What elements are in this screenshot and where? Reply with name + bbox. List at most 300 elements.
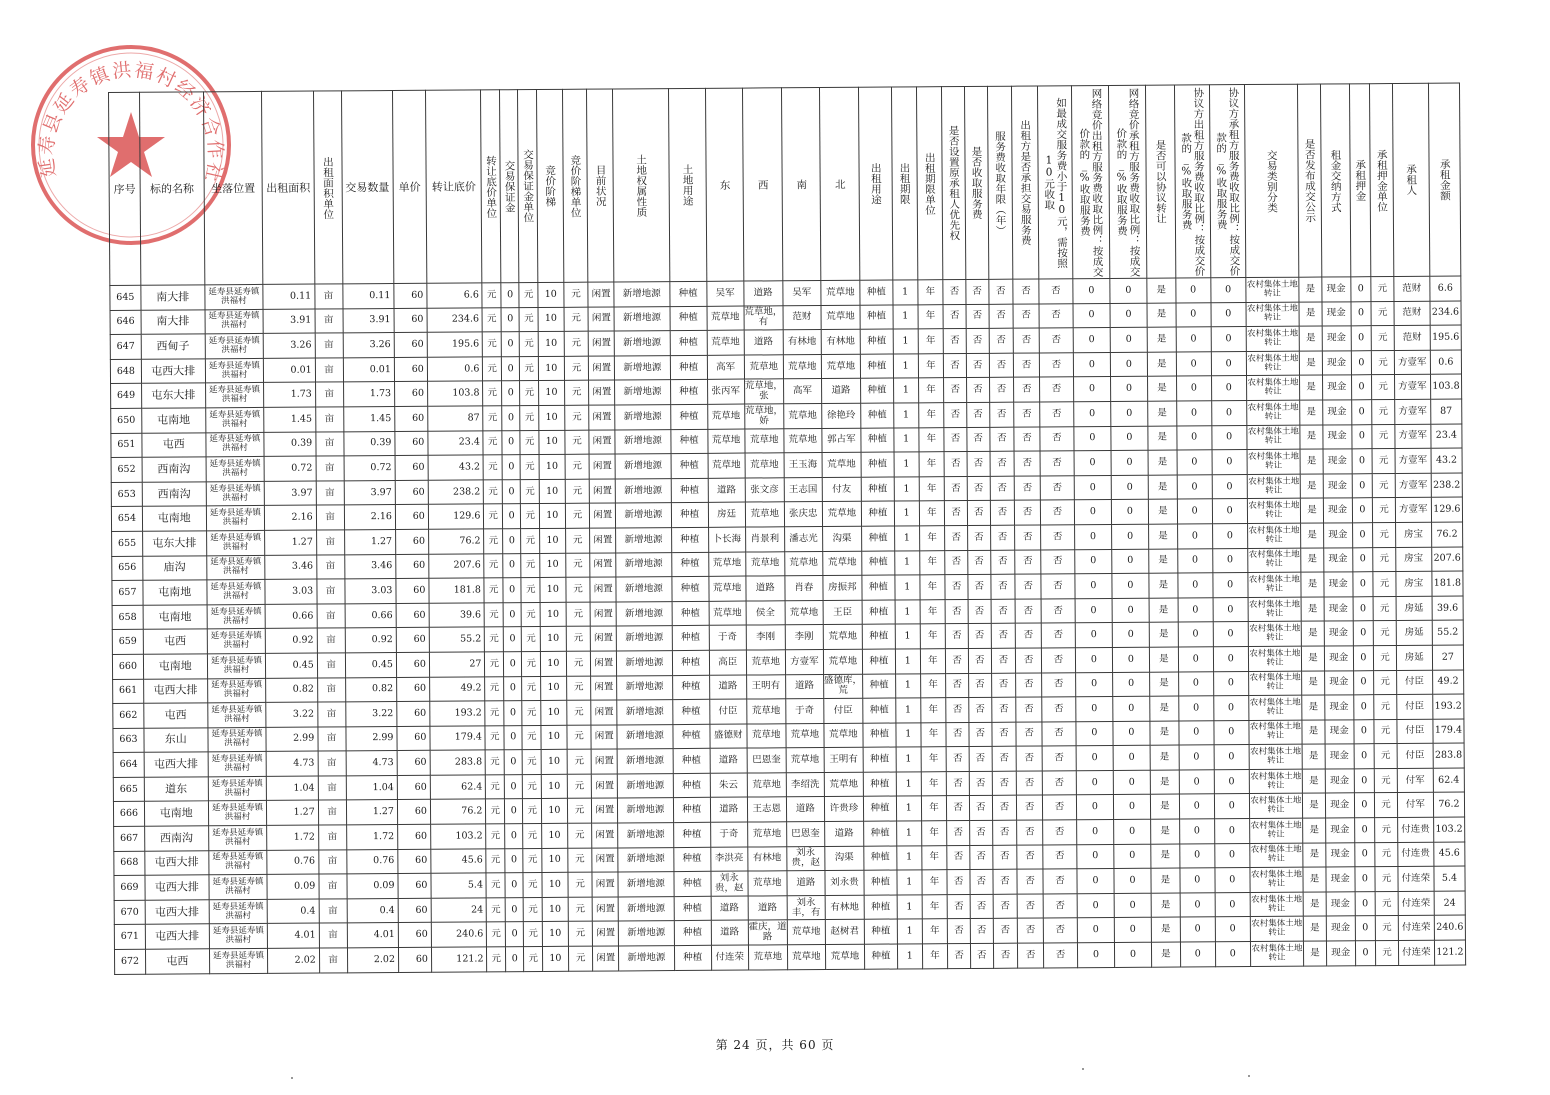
table-cell: 0 — [1350, 277, 1371, 302]
table-cell: 闲置 — [593, 897, 619, 922]
table-cell: 0 — [501, 283, 520, 308]
table-cell: 0 — [1213, 671, 1248, 696]
table-cell: 0 — [505, 873, 524, 898]
table-cell: 否 — [1014, 451, 1040, 476]
table-cell: 方壹军 — [1394, 375, 1430, 400]
table-cell: 0 — [1212, 474, 1247, 499]
table-cell: 否 — [1015, 574, 1041, 599]
table-cell: 0 — [1076, 721, 1113, 746]
table-cell: 1.04 — [346, 775, 398, 800]
table-cell: 亩 — [315, 308, 343, 333]
table-cell: 元 — [485, 652, 504, 677]
table-cell: 60 — [396, 652, 429, 677]
table-cell: 0 — [504, 725, 523, 750]
table-cell: 元 — [483, 406, 502, 431]
table-cell: 60 — [397, 701, 430, 726]
table-cell: 闲置 — [592, 774, 618, 799]
table-cell: 延寿县延寿镇洪福村 — [208, 801, 267, 826]
table-cell: 否 — [989, 353, 1014, 378]
table-cell: 0 — [1212, 425, 1247, 450]
table-cell: 延寿县延寿镇洪福村 — [207, 703, 266, 728]
table-cell: 否 — [946, 722, 969, 747]
table-cell: 年 — [919, 526, 945, 551]
table-cell: 0 — [1076, 770, 1113, 795]
table-cell: 道路 — [824, 821, 863, 846]
table-cell: 荒草地 — [746, 699, 785, 724]
table-cell: 付连荣 — [711, 945, 748, 970]
table-cell: 0 — [1113, 721, 1150, 746]
table-cell: 南大排 — [141, 309, 205, 334]
table-cell: 元 — [484, 578, 503, 603]
table-cell: 0 — [1111, 475, 1148, 500]
table-cell: 0 — [1211, 302, 1246, 327]
table-cell: 193.2 — [1433, 694, 1464, 719]
table-cell: 否 — [944, 402, 967, 427]
table-cell: 0 — [505, 947, 524, 972]
table-cell: 0 — [1113, 672, 1150, 697]
table-cell: 新增地源 — [619, 946, 675, 971]
column-header: 竞价阶梯 — [536, 89, 563, 282]
table-cell: 种植 — [864, 821, 897, 846]
table-cell: 否 — [1041, 574, 1075, 599]
table-cell: 否 — [946, 624, 969, 649]
table-cell: 0 — [502, 504, 521, 529]
table-cell: 2.16 — [265, 505, 317, 530]
table-cell: 3.97 — [344, 480, 396, 505]
table-cell: 181.8 — [1432, 571, 1463, 596]
table-cell: 种植 — [860, 305, 893, 330]
table-cell: 方壹军 — [785, 649, 823, 674]
table-cell: 10 — [540, 602, 566, 627]
table-cell: 0.45 — [345, 652, 397, 677]
column-header: 承租押金单位 — [1370, 84, 1394, 277]
table-cell: 元 — [482, 283, 501, 308]
table-cell: 3.22 — [345, 702, 397, 727]
table-cell: 新增地源 — [615, 503, 671, 528]
table-cell: 87 — [1431, 399, 1462, 424]
table-cell: 否 — [991, 599, 1016, 624]
table-cell: 荒草地，娇 — [744, 404, 783, 429]
table-cell: 有林地 — [748, 846, 787, 871]
table-cell: 0.6 — [427, 357, 483, 382]
table-cell: 元 — [520, 430, 539, 455]
table-cell: 3.03 — [265, 579, 317, 604]
table-cell: 1.04 — [267, 776, 319, 801]
column-header: 协议方出租方服务费收取比例：按成交价款的_%收取服务费 — [1174, 85, 1210, 278]
table-cell: 现金 — [1323, 424, 1352, 449]
table-cell: 是 — [1304, 941, 1327, 966]
table-cell: 种植 — [671, 552, 708, 577]
table-cell: 元 — [483, 455, 502, 480]
table-cell: 农村集体土地转让 — [1246, 277, 1300, 302]
table-cell: 亩 — [315, 407, 343, 432]
table-cell: 0 — [1077, 918, 1114, 943]
table-cell: 24 — [1434, 891, 1465, 916]
table-cell: 是 — [1147, 376, 1176, 401]
table-cell: 否 — [1016, 746, 1042, 771]
table-cell: 0 — [1114, 868, 1151, 893]
table-cell: 否 — [970, 919, 993, 944]
table-cell: 元 — [485, 701, 504, 726]
table-cell: 否 — [1016, 771, 1042, 796]
table-cell: 农村集体土地转让 — [1247, 548, 1301, 573]
table-cell: 1 — [895, 624, 920, 649]
table-cell: 0 — [502, 479, 521, 504]
table-cell: 元 — [567, 799, 592, 824]
table-cell: 0 — [1176, 302, 1211, 327]
table-cell: 60 — [398, 824, 431, 849]
table-cell: 延寿县延寿镇洪福村 — [206, 432, 265, 457]
table-cell: 否 — [992, 746, 1017, 771]
table-cell: 否 — [948, 919, 971, 944]
table-cell: 元 — [523, 799, 542, 824]
table-cell: 种植 — [862, 600, 895, 625]
table-cell: 农村集体土地转让 — [1247, 523, 1301, 548]
table-cell: 荒草地 — [747, 773, 786, 798]
table-cell: 种植 — [674, 945, 711, 970]
table-cell: 60 — [395, 455, 428, 480]
table-cell: 0.66 — [265, 604, 317, 629]
table-cell: 0 — [1110, 352, 1147, 377]
table-cell: 否 — [967, 476, 990, 501]
table-cell: 延寿县延寿镇洪福村 — [207, 580, 266, 605]
table-cell: 0 — [1114, 918, 1151, 943]
table-cell: 49.2 — [1432, 670, 1463, 695]
table-cell: 是 — [1303, 916, 1326, 941]
table-cell: 荒草地 — [708, 429, 745, 454]
table-cell: 否 — [970, 894, 993, 919]
column-header: 东 — [705, 88, 743, 281]
table-cell: 屯西大排 — [144, 752, 208, 777]
table-cell: 0 — [1077, 869, 1114, 894]
table-cell: 延寿县延寿镇洪福村 — [209, 899, 268, 924]
table-cell: 0 — [1353, 695, 1374, 720]
table-cell: 亩 — [315, 284, 343, 309]
table-cell: 659 — [112, 630, 143, 655]
column-header: 协议方承租方服务费收取比例：按成交价款的_%收取服务费 — [1209, 85, 1245, 278]
table-cell: 10 — [539, 454, 565, 479]
table-cell: 否 — [1041, 549, 1075, 574]
table-cell: 3.46 — [344, 554, 396, 579]
table-cell: 否 — [969, 722, 992, 747]
table-cell: 荒草地 — [707, 404, 744, 429]
table-cell: 农村集体土地转让 — [1246, 351, 1300, 376]
table-cell: 否 — [989, 402, 1014, 427]
table-cell: 闲置 — [591, 675, 617, 700]
table-cell: 屯南地 — [142, 506, 206, 531]
table-cell: 种植 — [864, 919, 897, 944]
table-cell: 否 — [1015, 550, 1041, 575]
table-cell: 元 — [484, 504, 503, 529]
column-header: 出租面积单位 — [313, 91, 342, 284]
table-cell: 元 — [567, 749, 592, 774]
table-cell: 76.2 — [1431, 522, 1462, 547]
table-cell: 55.2 — [1432, 620, 1463, 645]
table-cell: 否 — [989, 328, 1014, 353]
table-cell: 是 — [1300, 375, 1323, 400]
table-cell: 0 — [1355, 916, 1376, 941]
table-cell: 元 — [486, 799, 505, 824]
table-cell: 年 — [919, 550, 945, 575]
table-cell: 现金 — [1325, 720, 1354, 745]
table-cell: 荒草地 — [823, 625, 862, 650]
table-cell: 3.91 — [263, 309, 315, 334]
table-cell: 10 — [542, 897, 568, 922]
table-cell: 1 — [895, 550, 920, 575]
table-cell: 0.01 — [264, 358, 316, 383]
table-cell: 种植 — [673, 773, 710, 798]
table-cell: 元 — [1375, 891, 1398, 916]
table-cell: 元 — [1373, 596, 1396, 621]
table-cell: 道路 — [744, 281, 783, 306]
table-cell: 0.4 — [347, 898, 399, 923]
table-cell: 新增地源 — [617, 773, 673, 798]
table-cell: 0 — [1112, 623, 1149, 648]
table-cell: 663 — [113, 728, 144, 753]
table-cell: 否 — [989, 304, 1014, 329]
table-cell: 否 — [1017, 795, 1043, 820]
table-cell: 45.6 — [1434, 842, 1465, 867]
table-cell: 0 — [1351, 400, 1372, 425]
table-cell: 元 — [564, 307, 589, 332]
table-cell: 5.4 — [1434, 866, 1465, 891]
table-cell: 0 — [1180, 942, 1215, 967]
table-cell: 农村集体土地转让 — [1249, 843, 1303, 868]
table-cell: 闲置 — [593, 921, 619, 946]
table-cell: 是 — [1148, 475, 1177, 500]
table-cell: 种植 — [864, 870, 897, 895]
table-cell: 张文彦 — [745, 478, 784, 503]
table-cell: 否 — [1041, 623, 1075, 648]
table-cell: 0 — [1354, 744, 1375, 769]
table-cell: 元 — [523, 750, 542, 775]
table-cell: 0 — [1180, 843, 1215, 868]
table-cell: 62.4 — [430, 775, 486, 800]
table-cell: 徐艳玲 — [822, 403, 861, 428]
table-cell: 农村集体土地转让 — [1249, 794, 1303, 819]
table-cell: 荒草地，有 — [744, 305, 783, 330]
table-cell: 0 — [1354, 818, 1375, 843]
table-cell: 否 — [993, 919, 1018, 944]
table-cell: 否 — [944, 378, 967, 403]
table-cell: 种植 — [861, 452, 894, 477]
table-cell: 0 — [503, 652, 522, 677]
table-cell: 亩 — [315, 358, 343, 383]
table-cell: 荒草地 — [707, 330, 744, 355]
table-cell: 种植 — [674, 896, 711, 921]
table-cell: 元 — [519, 283, 538, 308]
table-cell: 1 — [894, 477, 919, 502]
table-cell: 3.46 — [265, 555, 317, 580]
table-cell: 否 — [1043, 918, 1077, 943]
table-cell: 0.92 — [345, 628, 397, 653]
table-cell: 农村集体土地转让 — [1246, 400, 1300, 425]
table-cell: 0 — [1212, 548, 1247, 573]
table-cell: 否 — [1043, 943, 1077, 968]
table-cell: 否 — [1041, 598, 1075, 623]
table-cell: 0 — [1111, 401, 1148, 426]
column-header: 是否发布成交公示 — [1298, 84, 1322, 277]
table-cell: 0 — [1075, 549, 1112, 574]
table-cell: 种植 — [674, 872, 711, 897]
table-cell: 0 — [1113, 795, 1150, 820]
table-cell: 否 — [945, 575, 968, 600]
table-cell: 是 — [1302, 744, 1325, 769]
table-cell: 盛德库，荒 — [823, 674, 862, 699]
table-cell: 0 — [504, 799, 523, 824]
table-cell: 0.76 — [346, 849, 398, 874]
table-cell: 0 — [1077, 943, 1114, 968]
table-cell: 元 — [1372, 449, 1395, 474]
table-cell: 元 — [564, 356, 589, 381]
table-cell: 60 — [395, 431, 428, 456]
table-cell: 元 — [520, 455, 539, 480]
table-cell: 10 — [542, 823, 568, 848]
table-cell: 种植 — [671, 527, 708, 552]
table-cell: 元 — [1374, 645, 1397, 670]
table-cell: 否 — [991, 623, 1016, 648]
table-cell: 否 — [1043, 894, 1077, 919]
table-cell: 荒草地 — [784, 428, 822, 453]
table-cell: 李刚 — [746, 625, 785, 650]
table-cell: 是 — [1147, 352, 1176, 377]
table-cell: 0 — [1077, 844, 1114, 869]
table-cell: 0 — [1112, 647, 1149, 672]
table-cell: 元 — [482, 307, 501, 332]
table-cell: 651 — [111, 433, 142, 458]
table-cell: 屯南地 — [143, 654, 207, 679]
table-cell: 0 — [1215, 917, 1250, 942]
table-cell: 朱云 — [710, 773, 747, 798]
table-cell: 延寿县延寿镇洪福村 — [208, 752, 267, 777]
table-cell: 元 — [567, 725, 592, 750]
table-cell: 元 — [1374, 670, 1397, 695]
table-cell: 否 — [966, 279, 989, 304]
table-cell: 0 — [1112, 549, 1149, 574]
table-cell: 0 — [1111, 426, 1148, 451]
table-cell: 0 — [1355, 892, 1376, 917]
table-cell: 0 — [1178, 671, 1213, 696]
table-cell: 元 — [566, 602, 591, 627]
table-cell: 0.39 — [264, 432, 316, 457]
table-cell: 0 — [1114, 942, 1151, 967]
table-cell: 否 — [945, 476, 968, 501]
table-cell: 2.16 — [344, 505, 396, 530]
table-cell: 0 — [1113, 746, 1150, 771]
table-cell: 元 — [1372, 473, 1395, 498]
table-cell: 是 — [1301, 548, 1324, 573]
table-cell: 延寿县延寿镇洪福村 — [209, 924, 268, 949]
table-cell: 新增地源 — [616, 528, 672, 553]
table-cell: 付臣 — [1397, 719, 1433, 744]
table-cell: 元 — [483, 430, 502, 455]
table-cell: 是 — [1302, 769, 1325, 794]
table-cell: 0 — [1214, 720, 1249, 745]
table-cell: 否 — [947, 894, 970, 919]
table-cell: 种植 — [861, 403, 894, 428]
table-cell: 屯西大排 — [143, 678, 207, 703]
table-cell: 农村集体土地转让 — [1250, 917, 1304, 942]
table-cell: 闲置 — [593, 946, 619, 971]
table-cell: 否 — [968, 550, 991, 575]
table-cell: 否 — [1040, 476, 1074, 501]
table-cell: 种植 — [862, 575, 895, 600]
table-cell: 荒草地 — [745, 551, 784, 576]
table-cell: 否 — [1014, 402, 1040, 427]
table-cell: 0 — [505, 922, 524, 947]
column-header: 网络竞价承租方服务费收取比例：按成交价款的_%收取服务费 — [1108, 85, 1146, 278]
table-cell: 60 — [397, 775, 430, 800]
table-cell: 元 — [1374, 744, 1397, 769]
table-cell: 新增地源 — [616, 626, 672, 651]
table-cell: 农村集体土地转让 — [1248, 695, 1302, 720]
table-cell: 延寿县延寿镇洪福村 — [205, 309, 264, 334]
table-cell: 年 — [921, 796, 947, 821]
table-cell: 种植 — [671, 503, 708, 528]
column-header: 承租人 — [1392, 83, 1429, 276]
table-cell: 0 — [1212, 450, 1247, 475]
table-cell: 655 — [112, 531, 143, 556]
table-cell: 0 — [1355, 867, 1376, 892]
table-cell: 吴军 — [783, 281, 821, 306]
table-cell: 否 — [1016, 672, 1042, 697]
table-cell: 年 — [921, 747, 947, 772]
table-cell: 许贵珍 — [824, 797, 863, 822]
table-cell: 181.8 — [429, 578, 485, 603]
table-cell: 121.2 — [431, 947, 487, 972]
table-cell: 否 — [1042, 795, 1076, 820]
table-cell: 种植 — [672, 675, 709, 700]
table-cell: 60 — [396, 603, 429, 628]
table-cell: 年 — [921, 772, 947, 797]
table-cell: 延寿县延寿镇洪福村 — [205, 407, 264, 432]
table-cell: 1 — [897, 944, 922, 969]
table-cell: 1 — [893, 378, 918, 403]
table-cell: 年 — [919, 501, 945, 526]
table-cell: 1 — [895, 673, 920, 698]
table-cell: 元 — [568, 922, 593, 947]
table-cell: 否 — [946, 698, 969, 723]
table-cell: 是 — [1299, 302, 1322, 327]
table-cell: 元 — [522, 651, 541, 676]
table-cell: 亩 — [316, 456, 344, 481]
table-cell: 1 — [894, 501, 919, 526]
table-cell: 元 — [520, 356, 539, 381]
table-cell: 0 — [1073, 303, 1110, 328]
table-cell: 60 — [394, 332, 427, 357]
table-cell: 付军 — [1397, 768, 1433, 793]
table-cell: 否 — [967, 402, 990, 427]
table-cell: 10 — [540, 577, 566, 602]
table-cell: 否 — [1015, 599, 1041, 624]
table-cell: 是 — [1151, 917, 1180, 942]
table-cell: 农村集体土地转让 — [1248, 572, 1302, 597]
column-header: 交易保证金 — [499, 90, 519, 283]
table-cell: 元 — [522, 725, 541, 750]
table-cell: 亩 — [318, 800, 346, 825]
table-cell: 种植 — [670, 306, 707, 331]
table-cell: 闲置 — [591, 700, 617, 725]
table-cell: 种植 — [862, 551, 895, 576]
table-cell: 否 — [969, 771, 992, 796]
table-cell: 庙沟 — [143, 555, 207, 580]
table-cell: 年 — [919, 476, 945, 501]
table-cell: 648 — [110, 359, 141, 384]
table-cell: 房宝 — [1396, 571, 1432, 596]
table-cell: 是 — [1149, 598, 1178, 623]
table-cell: 668 — [114, 851, 145, 876]
scan-speck — [291, 1077, 293, 1079]
